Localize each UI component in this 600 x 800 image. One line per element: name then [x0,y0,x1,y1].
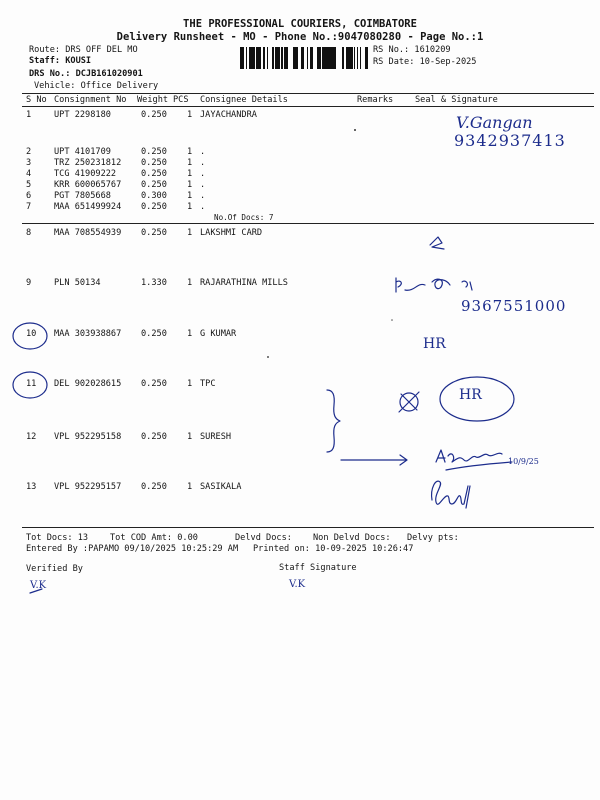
table-row [0,432,600,444]
row-consignment: TRZ 250231812 [54,158,122,168]
row-consignee: LAKSHMI CARD [200,228,263,238]
table-row [0,228,600,240]
table-row [0,278,600,290]
row-pcs: 1 [187,169,193,179]
row-pcs: 1 [187,158,193,168]
row-sno: 10 [26,329,37,339]
row-consignment: VPL 952295157 [54,482,122,492]
row-pcs: 1 [187,432,193,442]
row-sno: 6 [26,191,32,201]
crossed-circle-mark [400,393,418,411]
row-sno: 2 [26,147,32,157]
row-consignment: MAA 651499924 [54,202,122,212]
table-row [0,379,600,391]
row-sno: 13 [26,482,37,492]
non-delivered-docs: Non Delvd Docs: [313,533,391,543]
row-consignee: JAYACHANDRA [200,110,257,120]
row12-signature-mark [436,450,512,470]
row-consignment: MAA 708554939 [54,228,122,238]
handwritten-receiver-phone: 9342937413 [454,131,566,150]
row-sno: 3 [26,158,32,168]
handwritten-note-row11: HR [459,387,482,403]
docs-count-note: No.Of Docs: 7 [214,213,274,222]
rs-date: RS Date: 10-Sep-2025 [373,57,477,67]
table-row [0,329,600,341]
table-row [0,202,600,214]
row-sno: 4 [26,169,32,179]
col-seal-signature: Seal & Signature [415,95,498,105]
row-consignee: SASIKALA [200,482,242,492]
row-sno: 11 [26,379,37,389]
row-weight: 0.300 [141,191,167,201]
row-sno: 12 [26,432,37,442]
row-consignment: UPT 2298180 [54,110,111,120]
row-weight: 1.330 [141,278,167,288]
staff-initials: V.K [289,579,306,590]
row-consignment: PLN 50134 [54,278,101,288]
row-consignment: TCG 41909222 [54,169,117,179]
printed-on: Printed on: 10-09-2025 10:26:47 [253,544,414,554]
row-consignee: G KUMAR [200,329,237,339]
row-consignment: MAA 303938867 [54,329,122,339]
row-consignee: . [200,158,206,168]
runsheet-subtitle: Delivery Runsheet - MO - Phone No.:9047080280 - Page No.:1 [116,31,484,43]
row-pcs: 1 [187,278,193,288]
col-consignee: Consignee Details [200,95,288,105]
row-sno: 1 [26,110,32,120]
col-pcs: PCS [173,95,189,105]
group-rule [22,223,594,224]
handwritten-date-row12: 10/9/25 [508,457,539,466]
total-docs: Tot Docs: 13 [26,533,89,543]
barcode [240,47,368,69]
row-pcs: 1 [187,379,193,389]
route-label: Route: DRS OFF DEL MO [29,45,138,55]
table-bottom-rule [22,527,594,528]
table-header-rule [22,106,594,107]
arrow-mark [341,455,407,465]
row-consignee: . [200,147,206,157]
row-sno: 9 [26,278,32,288]
row-consignment: KRR 600065767 [54,180,122,190]
row-consignment: UPT 4101709 [54,147,111,157]
row-weight: 0.250 [141,379,167,389]
rs-number: RS No.: 1610209 [373,45,451,55]
row-consignment: VPL 952295158 [54,432,122,442]
entry-info-row [0,544,600,556]
vehicle-label: Vehicle: Office Delivery [34,81,159,91]
col-remarks: Remarks [357,95,394,105]
row-weight: 0.250 [141,482,167,492]
row-consignee: RAJARATHINA MILLS [200,278,288,288]
col-consignment: Consignment No [54,95,127,105]
row-pcs: 1 [187,202,193,212]
staff-label: Staff: KOUSI [29,56,92,66]
cross-mark [399,392,419,412]
row-consignee: . [200,191,206,201]
col-sno: S No [26,95,47,105]
row-weight: 0.250 [141,169,167,179]
row-consignee: . [200,169,206,179]
row-consignment: DEL 902028615 [54,379,122,389]
delivery-points: Delvy pts: [407,533,459,543]
col-weight: Weight [137,95,169,105]
row-weight: 0.250 [141,147,167,157]
row-weight: 0.250 [141,432,167,442]
row-weight: 0.250 [141,110,167,120]
row-weight: 0.250 [141,329,167,339]
row-sno: 5 [26,180,32,190]
row-consignment: PGT 7805668 [54,191,111,201]
row-consignee: . [200,202,206,212]
handwritten-phone-row9: 9367551000 [461,297,567,315]
row-weight: 0.250 [141,228,167,238]
row-pcs: 1 [187,228,193,238]
row-pcs: 1 [187,191,193,201]
row-pcs: 1 [187,110,193,120]
row-consignee: TPC [200,379,216,389]
handwritten-note-row10: HR [423,336,446,352]
verifier-initials: V.K [30,580,47,591]
total-cod-amount: Tot COD Amt: 0.00 [110,533,198,543]
company-title: THE PROFESSIONAL COURIERS, COIMBATORE [183,18,417,30]
verified-by-label: Verified By [26,564,83,574]
row-weight: 0.250 [141,158,167,168]
row-weight: 0.250 [141,202,167,212]
entered-by: Entered By :PAPAMO 09/10/2025 10:25:29 AM [26,544,239,554]
staff-signature-label: Staff Signature [279,563,357,573]
row-consignee: SURESH [200,432,232,442]
handwritten-receiver-name: V.Gangan [456,113,533,132]
row-pcs: 1 [187,147,193,157]
row-sno: 7 [26,202,32,212]
row-sno: 8 [26,228,32,238]
row-weight: 0.250 [141,180,167,190]
row-pcs: 1 [187,482,193,492]
table-top-rule [22,93,594,94]
delivered-docs: Delvd Docs: [235,533,292,543]
row-pcs: 1 [187,180,193,190]
row-consignee: . [200,180,206,190]
drs-number: DRS No.: DCJB161020901 [29,69,143,79]
row-pcs: 1 [187,329,193,339]
table-row [0,482,600,494]
